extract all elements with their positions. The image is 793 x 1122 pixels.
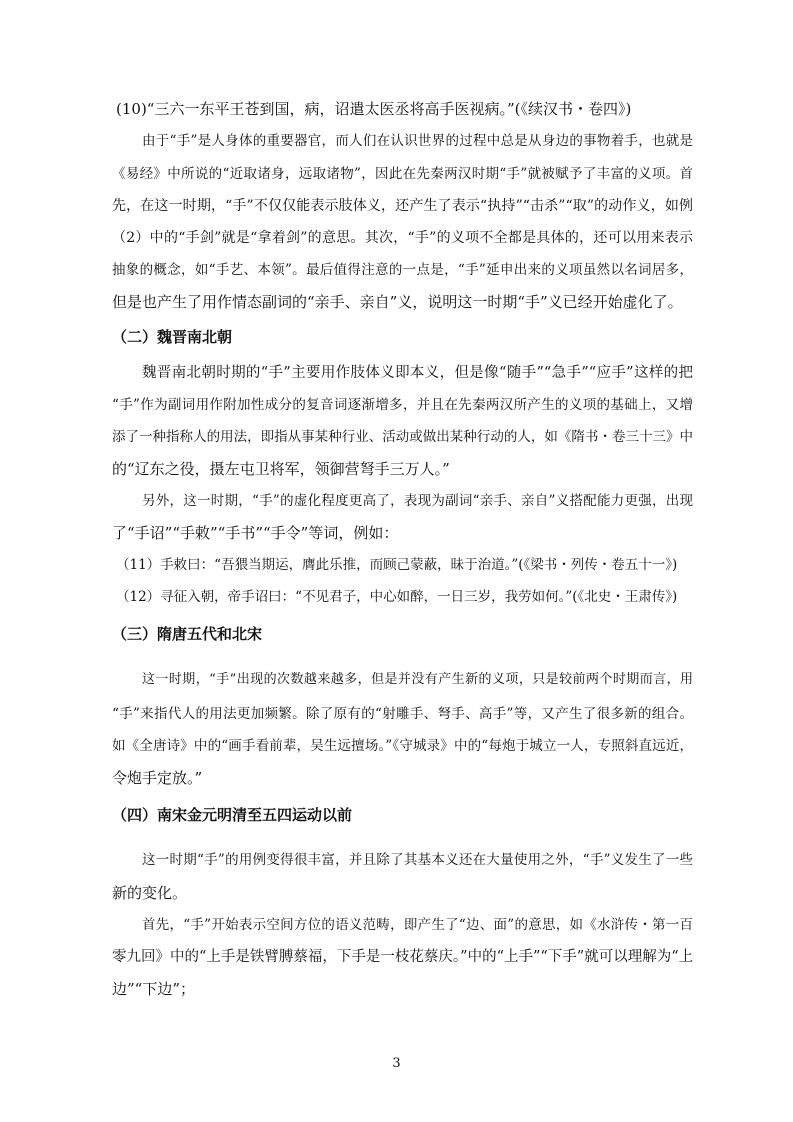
paragraph-2-line-1: 魏晋南北朝时期的“手”主要用作肢体义即本义，但是像“随手”“急手”“应手”这样的把 xyxy=(142,365,693,381)
example-12: （12）寻征入朝，帝手诏曰：“不见君子，中心如醉，一日三岁，我劳如何。”(《北史・王肃传》) xyxy=(116,589,678,605)
paragraph-1-line-2: 《易经》中所说的“近取诸身，远取诸物”，因此在先秦两汉时期“手”就被赋予了丰富的义项。首 xyxy=(112,166,693,182)
paragraph-1-line-6: 但是也产生了用作情态副词的“亲手、亲自”义，说明这一时期“手”义已经开始虚化了。 xyxy=(112,293,683,311)
paragraph-6-line-2: 零九回》中的“上手是铁臂膊蔡福，下手是一枝花蔡庆。”中的“上手”“下手”就可以理解为“上 xyxy=(112,949,694,965)
paragraph-1-line-5: 抽象的概念，如“手艺、本领”。最后值得注意的一点是，“手”延申出来的义项虽然以名词居多， xyxy=(112,262,693,278)
paragraph-4-line-1: 这一时期，“手”出现的次数越来越多，但是并没有产生新的义项，只是较前两个时期而言，用 xyxy=(142,672,693,687)
section-heading-2: （二）魏晋南北朝 xyxy=(112,328,233,346)
example-10: (10)“三六一东平王苍到国，病，诏遣太医丞将高手医视病。”(《续汉书・卷四》) xyxy=(116,100,632,118)
paragraph-6-line-1: 首先，“手”开始表示空间方位的语义范畴，即产生了“边、面”的意思，如《水浒传・第一百 xyxy=(142,917,693,933)
section-heading-3: （三）隋唐五代和北宋 xyxy=(112,625,263,643)
paragraph-1-line-1: 由于“手”是人身体的重要器官，而人们在认识世界的过程中总是从身边的事物着手，也就是 xyxy=(142,133,693,149)
paragraph-1-line-4: （2）中的“手剑”就是“拿着剑”的意思。其次，“手”的义项不全都是具体的，还可以用来表示 xyxy=(112,230,693,246)
paragraph-2-line-2: “手”作为副词用作附加性成分的复音词逐渐增多，并且在先秦两汉所产生的义项的基础上，又增 xyxy=(112,397,693,413)
page-number: 3 xyxy=(392,1056,401,1071)
paragraph-4-line-2: “手”来指代人的用法更加频繁。除了原有的“射雕手、弩手、高手”等，又产生了很多新的组合。 xyxy=(112,706,693,722)
paragraph-6-line-3: 边”“下边”； xyxy=(112,980,196,998)
paragraph-4-line-4: 令炮手定放。” xyxy=(112,769,203,787)
example-11: （11）手敕曰：“吾猥当期运，膺此乐推，而顾己蒙蔽，昧于治道。”(《梁书・列传・卷五十一》) xyxy=(116,557,678,573)
paragraph-2-line-4: 的“辽东之役，摄左屯卫将军，领御营弩手三万人。” xyxy=(112,460,450,478)
paragraph-3-line-2: 了“手诏”“手敕”“手书”“手令”等词，例如： xyxy=(112,524,399,542)
paragraph-4-line-3: 如《全唐诗》中的“画手看前辈，吴生远擅场。”《守城录》中的“每炮于城立一人，专照斜直远近， xyxy=(112,738,693,754)
paragraph-2-line-3: 添了一种指称人的用法，即指从事某种行业、活动或做出某种行动的人，如《隋书・卷三十三》中 xyxy=(112,429,693,445)
paragraph-5-line-2: 新的变化。 xyxy=(112,884,188,902)
paragraph-3-line-1: 另外，这一时期，“手”的虚化程度更高了，表现为副词“亲手、亲自”义搭配能力更强，出现 xyxy=(142,493,693,509)
paragraph-1-line-3: 先，在这一时期，“手”不仅仅能表示肢体义，还产生了表示“执持”“击杀”“取”的动作义，如例 xyxy=(112,198,693,214)
paragraph-5-line-1: 这一时期“手”的用例变得很丰富，并且除了其基本义还在大量使用之外，“手”义发生了一些 xyxy=(142,852,693,868)
section-heading-4: （四）南宋金元明清至五四运动以前 xyxy=(112,806,353,824)
